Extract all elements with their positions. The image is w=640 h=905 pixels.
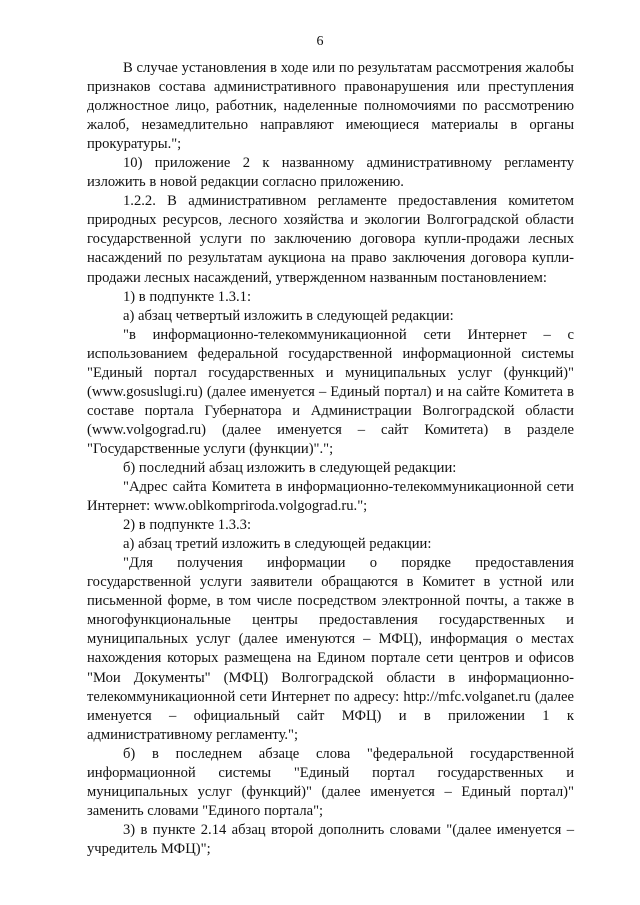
paragraph: "в информационно-телекоммуникационной сети Интернет – с использованием федеральной государственной информационной системы "Единый портал государственных и муниципальных услуг (функций)" (www.gosuslugi.ru) (далее именуется – Единый портал) и на сайте Комитета в составе портала Губернатора и Администрации Волгоградской области (www.volgograd.ru) (далее именуется – сайт Комитета) в разделе "Государственные услуги (функции)"."; — [87, 326, 574, 457]
paragraph: а) абзац четвертый изложить в следующей редакции: — [123, 307, 454, 324]
paragraph: "Адрес сайта Комитета в информационно-телекоммуникационной сети Интернет: www.oblkompriroda.volgograd.ru."; — [87, 479, 574, 515]
paragraph: В случае установления в ходе или по результатам рассмотрения жалобы признаков состава административного правонарушения или преступления должностное лицо, работник, наделенные полномочиями по рассмотрению жалоб, незамедлительно направляют имеющиеся материалы в органы прокуратуры."; — [87, 60, 574, 153]
paragraph: а) абзац третий изложить в следующей редакции: — [123, 536, 432, 553]
paragraph: 10) приложение 2 к названному административному регламенту изложить в новой редакции согласно приложению. — [87, 155, 574, 191]
paragraph: б) в последнем абзаце слова "федеральной государственной информационной системы "Единый портал государственных и муниципальных услуг (функций)" (далее именуется – Единый портал)" заменить словами "Единого портала"; — [87, 745, 574, 819]
paragraph: б) последний абзац изложить в следующей редакции: — [123, 459, 457, 476]
paragraph: 3) в пункте 2.14 абзац второй дополнить словами "(далее именуется – учредитель МФЦ)"; — [87, 821, 574, 857]
paragraph: 2) в подпункте 1.3.3: — [123, 517, 252, 534]
paragraph: "Для получения информации о порядке предоставления государственной услуги заявители обращаются в Комитет в устной или письменной форме, в том числе посредством электронной почты, а также в многофункциональные центры предоставления государственных и муниципальных услуг (далее именуются – МФЦ), информация о местах нахождения которых размещена на Едином портале сети центров и офисов "Мои Документы" (МФЦ) Волгоградской области в информационно-телекоммуникационной сети Интернет по адресу: http://mfc.volganet.ru (далее именуется – официальный сайт МФЦ) и в приложении 1 к административному регламенту."; — [87, 555, 574, 743]
document-body — [87, 59, 574, 859]
page-number: 6 — [316, 34, 324, 49]
paragraph: 1) в подпункте 1.3.1: — [123, 288, 252, 305]
paragraph: 1.2.2. В административном регламенте предоставления комитетом природных ресурсов, лесного хозяйства и экологии Волгоградской области государственной услуги по заключению договора купли-продажи лесных насаждений по результатам аукциона на право заключения договора купли-продажи лесных насаждений, утвержденном названным постановлением: — [87, 193, 574, 286]
